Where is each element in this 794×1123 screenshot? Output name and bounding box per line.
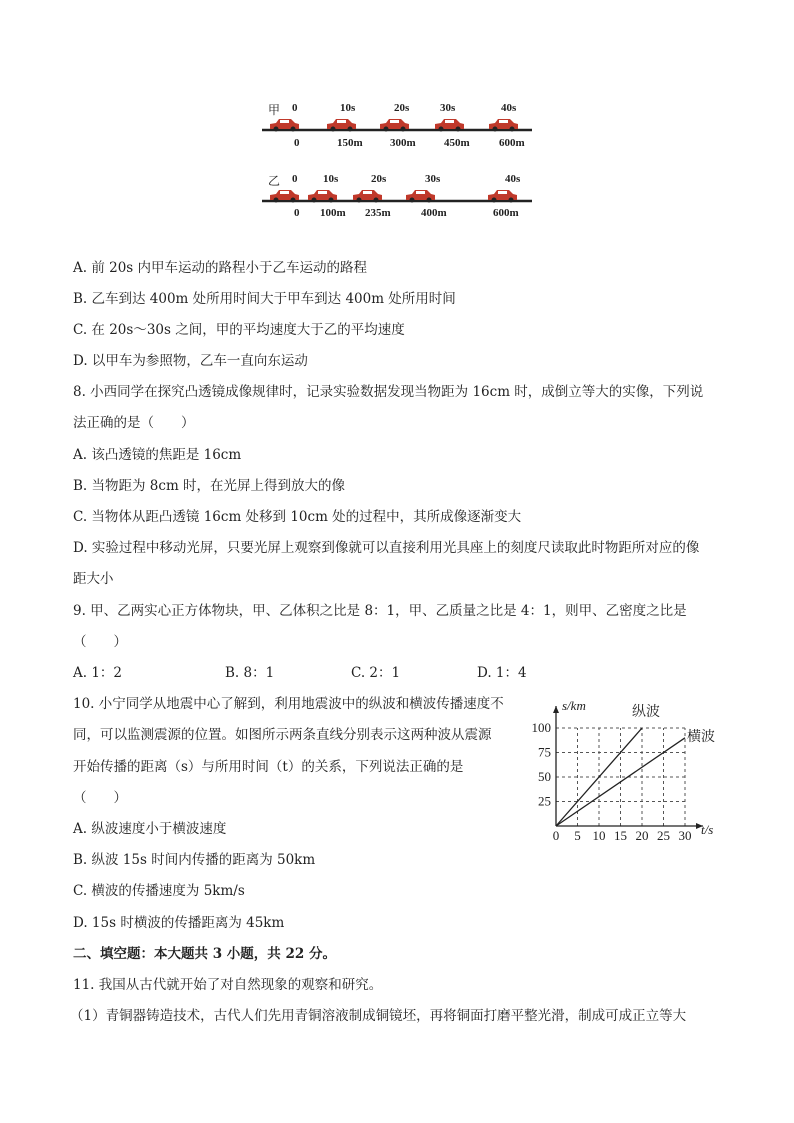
- q10-option-b: B. 纵波 15s 时间内传播的距离为 50km: [73, 852, 316, 868]
- q9-option-a: A. 1：2: [73, 665, 123, 681]
- q9-option-b: B. 8：1: [225, 665, 275, 681]
- jia-time-3: 30s: [440, 102, 456, 114]
- q8-stem-line-1: 8. 小西同学在探究凸透镜成像规律时，记录实验数据发现当物距为 16cm 时，成倒立等大的实像，下列说: [73, 384, 704, 400]
- y-tick-label: 100: [531, 720, 551, 735]
- jia-dist-1: 150m: [337, 137, 363, 149]
- q9-stem-line-1: 9. 甲、乙两实心正方体物块，甲、乙体积之比是 8：1，甲、乙质量之比是 4：1，则甲、乙密度之比是: [73, 603, 687, 619]
- q7-option-b: B. 乙车到达 400m 处所用时间大于甲车到达 400m 处所用时间: [73, 291, 456, 307]
- q9-option-c: C. 2：1: [351, 665, 401, 681]
- jia-dist-2: 300m: [390, 137, 416, 149]
- q10-option-c: C. 横波的传播速度为 5km/s: [73, 883, 245, 899]
- yi-road-drawing: [260, 185, 540, 207]
- x-tick-label: 10: [592, 828, 606, 840]
- q7-option-d: D. 以甲车为参照物，乙车一直向东运动: [73, 353, 308, 369]
- x-tick-label: 0: [552, 828, 560, 840]
- jia-time-1: 10s: [340, 102, 356, 114]
- q10-stem-line-1: 10. 小宁同学从地震中心了解到，利用地震波中的纵波和横波传播速度不: [73, 696, 504, 712]
- q8-stem-line-2: 法正确的是（ ）: [73, 415, 195, 431]
- q8-option-d-cont: 距大小: [73, 571, 114, 587]
- jia-label: 甲: [268, 103, 281, 117]
- wave-chart: [522, 690, 732, 840]
- y-axis-label: s/km: [562, 698, 586, 713]
- jia-time-4: 40s: [501, 102, 517, 114]
- q11-stem: 11. 我国从古代就开始了对自然现象的观察和研究。: [73, 977, 383, 993]
- x-tick-label: 25: [657, 828, 670, 840]
- yi-label: 乙: [268, 174, 281, 188]
- yi-time-0: 0: [292, 173, 298, 185]
- y-tick-label: 75: [538, 744, 551, 760]
- q10-stem-line-2: 同，可以监测震源的位置。如图所示两条直线分别表示这两种波从震源: [73, 727, 492, 743]
- yi-dist-1: 100m: [320, 207, 346, 219]
- yi-time-1: 10s: [323, 173, 339, 185]
- q10-stem-line-4: （ ）: [73, 790, 127, 806]
- jia-time-0: 0: [292, 102, 298, 114]
- y-tick-label: 25: [538, 793, 551, 809]
- yi-dist-3: 400m: [421, 207, 447, 219]
- section-2-heading: 二、填空题：本大题共 3 小题，共 22 分。: [73, 946, 336, 962]
- x-axis-label: t/s: [701, 822, 714, 837]
- y-axis-arrow: [553, 706, 559, 713]
- q8-option-a: A. 该凸透镜的焦距是 16cm: [73, 447, 242, 463]
- jia-dist-0: 0: [294, 137, 300, 149]
- x-tick-label: 30: [678, 828, 692, 840]
- yi-dist-4: 600m: [493, 207, 519, 219]
- q9-option-d: D. 1：4: [477, 665, 527, 681]
- jia-dist-3: 450m: [444, 137, 470, 149]
- q7-option-a: A. 前 20s 内甲车运动的路程小于乙车运动的路程: [73, 260, 368, 276]
- y-tick-label: 50: [538, 769, 551, 784]
- yi-time-3: 30s: [425, 173, 441, 185]
- jia-road-drawing: [260, 114, 540, 136]
- jia-dist-4: 600m: [499, 137, 525, 149]
- series-label-transverse: 横波: [687, 729, 715, 745]
- x-tick-label: 20: [635, 828, 649, 840]
- q10-option-a: A. 纵波速度小于横波速度: [73, 821, 227, 837]
- q8-option-b: B. 当物距为 8cm 时，在光屏上得到放大的像: [73, 478, 346, 494]
- yi-time-4: 40s: [505, 173, 521, 185]
- q8-option-d: D. 实验过程中移动光屏，只要光屏上观察到像就可以直接利用光具座上的刻度尺读取此时物距所对应的像: [73, 540, 700, 556]
- q11-part-1: （1）青铜器铸造技术，古代人们先用青铜溶液制成铜镜坯，再将铜面打磨平整光滑，制成可成正立等大: [70, 1008, 687, 1024]
- jia-time-2: 20s: [394, 102, 410, 114]
- yi-dist-2: 235m: [365, 207, 391, 219]
- x-tick-label: 5: [574, 828, 581, 840]
- q10-option-d: D. 15s 时横波的传播距离为 45km: [73, 915, 285, 931]
- q10-stem-line-3: 开始传播的距离（s）与所用时间（t）的关系，下列说法正确的是: [73, 759, 464, 775]
- yi-dist-0: 0: [294, 207, 300, 219]
- yi-time-2: 20s: [371, 173, 387, 185]
- q7-option-c: C. 在 20s～30s 之间，甲的平均速度大于乙的平均速度: [73, 322, 405, 338]
- x-tick-label: 15: [614, 828, 627, 840]
- q9-stem-line-2: （ ）: [73, 634, 127, 650]
- series-label-longitudinal: 纵波: [632, 705, 660, 720]
- q8-option-c: C. 当物体从距凸透镜 16cm 处移到 10cm 处的过程中，其所成像逐渐变大: [73, 509, 522, 525]
